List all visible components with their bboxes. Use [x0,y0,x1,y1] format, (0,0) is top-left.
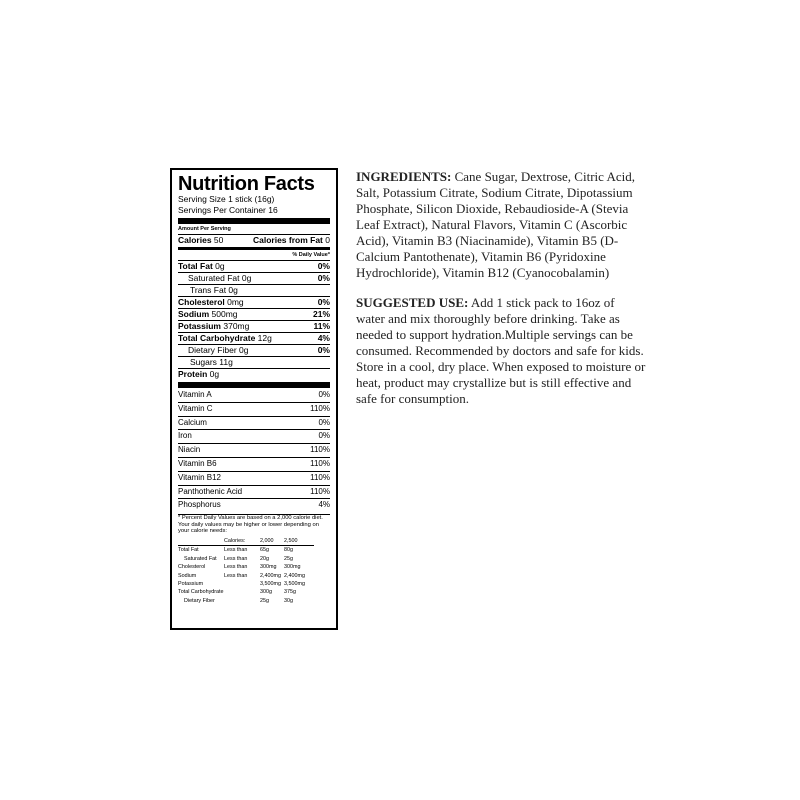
calories-label: Calories 50 [178,235,224,245]
table-cell: 300g [260,589,272,596]
vitamin-row [178,457,330,471]
nutrient-label: Sodium 500mg [178,309,238,319]
vitamin-label: Vitamin A [178,390,212,399]
nutrient-label: Saturated Fat 0g [188,273,252,283]
nutrient-label: Dietary Fiber 0g [188,345,249,355]
vitamin-daily-value: 4% [318,500,330,510]
table-cell: Less than [224,572,248,579]
table-cell: 30g [284,597,293,604]
ingredients-heading: INGREDIENTS: [356,169,452,184]
nutrient-label: Potassium 370mg [178,321,250,331]
vitamin-daily-value: 110% [310,458,330,468]
vitamin-label: Vitamin B6 [178,458,217,468]
table-cell: Dietary Fiber [184,597,215,604]
amount-per-serving: Amount Per Serving [178,226,231,232]
ingredients-paragraph [356,169,646,281]
vitamin-label: Phosphorus [178,500,221,510]
nutrient-row [178,260,330,272]
vitamin-daily-value: 0% [318,431,330,441]
nutrient-label: Cholesterol 0mg [178,297,244,307]
vitamin-row [178,498,330,512]
table-cell [224,580,260,588]
table-cell: 2,500 [284,537,314,546]
table-cell: Less than [224,555,248,562]
vitamin-daily-value: 110% [310,403,330,413]
vitamin-daily-value: 110% [310,445,330,455]
table-cell: 3,500mg [284,580,305,587]
vitamin-label: Panthothenic Acid [178,486,243,496]
serving-size: Serving Size 1 stick (16g) [178,194,275,204]
vitamin-list [178,389,330,512]
vitamin-daily-value: 0% [318,417,330,427]
table-cell: 300mg [260,564,277,571]
table-cell [224,597,260,605]
nutrient-daily-value: 11% [313,321,330,331]
table-cell: 375g [284,589,296,596]
text-column [356,169,646,421]
vitamin-row [178,485,330,499]
divider [178,382,330,388]
vitamin-row [178,402,330,416]
table-cell: 2,400mg [284,572,305,579]
table-cell: Potassium [178,580,204,587]
nutrient-daily-value: 21% [312,309,330,319]
table-cell: 25g [284,555,293,562]
nutrient-daily-value: 4% [317,333,330,343]
table-cell: 3,500mg [260,580,281,587]
nutrient-label: Total Carbohydrate 12g [178,333,272,343]
nutrient-daily-value: 0% [317,345,330,355]
divider [178,218,330,224]
table-cell [178,537,224,546]
nutrient-daily-value: 0% [317,297,330,307]
table-cell: 300mg [284,564,301,571]
nutrient-row [178,356,330,368]
vitamin-daily-value: 0% [318,390,330,399]
table-cell: 2,400mg [260,572,281,579]
table-cell: 20g [260,555,269,562]
nutrient-row [178,284,330,296]
suggested-use-heading: SUGGESTED USE: [356,295,469,310]
table-cell: 65g [260,547,269,554]
nutrient-row [178,332,330,344]
table-cell: Calories: [224,537,260,546]
vitamin-label: Vitamin B12 [178,472,221,482]
table-cell: 80g [284,547,293,554]
suggested-use-paragraph [356,295,646,407]
servings-per-container: Servings Per Container 16 [178,205,278,215]
nutrient-label: Trans Fat 0g [190,285,238,295]
table-cell: Total Fat [178,547,199,554]
vitamin-row [178,389,330,402]
nutrient-row [178,296,330,308]
vitamin-label: Vitamin C [178,403,213,413]
daily-value-table [178,537,330,605]
vitamin-row [178,443,330,457]
vitamin-label: Niacin [178,445,201,455]
nutrient-row [178,320,330,332]
vitamin-daily-value: 110% [310,472,330,482]
vitamin-daily-value: 110% [310,486,330,496]
nutrient-row [178,308,330,320]
table-cell [224,588,260,596]
table-cell: Sodium [178,572,197,579]
table-cell: Total Carbohydrate [178,589,224,596]
table-cell: Less than [224,564,248,571]
label-title: Nutrition Facts [178,173,315,195]
nutrition-facts-label [170,168,338,630]
nutrient-label: Sugars 11g [190,357,233,367]
nutrient-list [178,260,330,380]
divider [178,247,330,250]
vitamin-row [178,429,330,443]
calories-fat: Calories from Fat 0 [252,235,330,245]
daily-value-header: % Daily Value* [292,252,330,258]
nutrient-row [178,368,330,380]
suggested-use-text: Add 1 stick pack to 16oz of water and mix thoroughly before drinking. Take as needed to support hydration.Multiple servings can be consumed. Recommended by doctors and safe for kids. Store in a cool, dry place. When exposed to moisture or heat, product may crystallize but is still effective and safe for consumption. [356,295,646,406]
nutrient-row [178,344,330,356]
vitamin-label: Iron [178,431,192,441]
table-cell: 25g [260,597,269,604]
ingredients-text: Cane Sugar, Dextrose, Citric Acid, Salt, Potassium Citrate, Sodium Citrate, Dipotassium Phosphate, Silicon Dioxide, Rebaudioside-A (Stevia Leaf Extract), Natural Flavors, Vitamin C (Ascorbic Acid), Vitamin B3 (Niacinamide), Vitamin B5 (D-Calcium Pantothenate), Vitamin B6 (Pyridoxine Hydrochloride), Vitamin B12 (Cyanocobalamin) [356,169,635,280]
vitamin-row [178,416,330,430]
nutrient-daily-value: 0% [317,261,330,271]
nutrient-row [178,272,330,284]
nutrient-label: Total Fat 0g [178,261,225,271]
table-cell: Less than [224,547,248,554]
table-cell: Cholesterol [178,564,206,571]
vitamin-label: Calcium [178,417,207,427]
footnote: * Percent Daily Values are based on a 2,000 calorie diet. Your daily values may be higher or lower depending on your calorie needs: [178,514,330,535]
nutrient-label: Protein 0g [178,369,220,379]
calories-row [178,234,330,246]
table-cell: 2,000 [260,537,284,546]
table-cell: Saturated Fat [184,555,217,562]
vitamin-row [178,471,330,485]
nutrient-daily-value: 0% [317,273,330,283]
